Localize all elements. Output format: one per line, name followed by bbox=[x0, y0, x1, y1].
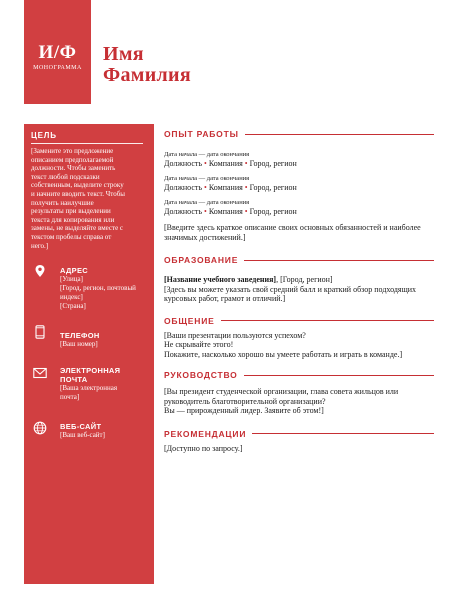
leadership-rule bbox=[244, 375, 434, 376]
email-value-line2: почта] bbox=[60, 393, 80, 401]
full-name bbox=[103, 44, 191, 86]
school-name: [Название учебного заведения] bbox=[164, 275, 277, 284]
separator-dot: • bbox=[244, 183, 248, 192]
address-title: АДРЕС bbox=[60, 266, 88, 275]
leadership-line2: Вы — прирожденный лидер. Заявите об этом!] bbox=[164, 406, 324, 415]
globe-icon bbox=[33, 421, 47, 435]
experience-description: [Введите здесь краткое описание своих основных обязанностей и наиболее значимых достижений.] bbox=[164, 223, 421, 242]
job-entry-3 bbox=[164, 199, 434, 216]
separator-dot: • bbox=[244, 207, 248, 216]
website-value: [Ваш веб-сайт] bbox=[60, 431, 105, 439]
communication-rule bbox=[221, 320, 434, 321]
school-location: , [Город, регион] bbox=[276, 275, 333, 284]
address-country: [Страна] bbox=[60, 302, 86, 310]
education-entry bbox=[164, 275, 434, 285]
experience-heading bbox=[164, 128, 434, 140]
job-dates: Дата начала — дата окончания bbox=[164, 199, 250, 206]
phone-value: [Ваш номер] bbox=[60, 340, 98, 348]
education-heading bbox=[164, 254, 434, 266]
education-heading-text: ОБРАЗОВАНИЕ bbox=[164, 255, 239, 265]
address-city: [Город, регион, почтовый индекс] bbox=[60, 284, 136, 301]
email-title-line2: ПОЧТА bbox=[60, 375, 88, 384]
location-pin-icon bbox=[33, 264, 47, 278]
education-rule bbox=[244, 260, 434, 261]
job-dates: Дата начала — дата окончания bbox=[164, 151, 250, 158]
job-company: Компания bbox=[208, 159, 243, 168]
references-rule bbox=[252, 433, 434, 434]
separator-dot: • bbox=[204, 183, 207, 192]
separator-dot: • bbox=[244, 159, 248, 168]
job-dates: Дата начала — дата окончания bbox=[164, 175, 250, 182]
website-title: ВЕБ-САЙТ bbox=[60, 422, 102, 431]
references-heading-text: РЕКОМЕНДАЦИИ bbox=[164, 428, 247, 439]
leadership-heading bbox=[164, 369, 434, 381]
references-heading bbox=[164, 428, 434, 440]
envelope-icon bbox=[33, 366, 47, 380]
communication-line2: Не скрывайте этого! bbox=[164, 340, 234, 349]
address-street: [Улица] bbox=[60, 275, 83, 283]
email-title-line1: ЭЛЕКТРОННАЯ bbox=[60, 366, 121, 375]
monogram-block bbox=[24, 0, 91, 104]
separator-dot: • bbox=[204, 159, 207, 168]
communication-heading-text: ОБЩЕНИЕ bbox=[164, 315, 215, 326]
main-content bbox=[164, 128, 434, 453]
job-title: Должность bbox=[164, 183, 203, 192]
sidebar bbox=[24, 124, 154, 584]
job-line bbox=[164, 183, 434, 192]
job-company: Компания bbox=[208, 207, 243, 216]
first-name: Имя bbox=[103, 43, 144, 65]
monogram-letters: И/Ф bbox=[38, 42, 77, 63]
references-text: [Доступно по запросу.] bbox=[164, 443, 243, 453]
job-company: Компания bbox=[208, 183, 243, 192]
phone-title: ТЕЛЕФОН bbox=[60, 331, 100, 340]
leadership-heading-text: РУКОВОДСТВО bbox=[164, 370, 238, 380]
separator-dot: • bbox=[204, 207, 207, 216]
job-city: Город, регион bbox=[249, 183, 297, 192]
email-value-line1: [Ваша электронная bbox=[60, 384, 118, 392]
communication-heading bbox=[164, 315, 434, 327]
job-line bbox=[164, 207, 434, 216]
monogram-caption: МОНОГРАММА bbox=[33, 65, 82, 71]
job-city: Город, регион bbox=[249, 159, 297, 168]
leadership-line1: [Вы президент студенческой организации, глава совета жильцов или руководитель благотворительной организации? bbox=[164, 387, 399, 406]
goal-heading: ЦЕЛЬ bbox=[31, 131, 143, 144]
experience-heading-text: ОПЫТ РАБОТЫ bbox=[164, 129, 239, 139]
education-description: [Здесь вы можете указать свой средний балл и краткий обзор подходящих курсовых работ, грамот и отличий.] bbox=[164, 284, 417, 303]
phone-icon bbox=[33, 325, 47, 339]
last-name: Фамилия bbox=[103, 64, 191, 86]
communication-line1: [Ваши презентации пользуются успехом? bbox=[164, 330, 306, 340]
experience-rule bbox=[245, 134, 434, 135]
goal-text: [Замените это предложение описанием предполагаемой должности. Чтобы заменить текст любой подсказки собственным, выделите строку и начните вводить текст. Чтобы получить наилучшие результаты при выделении текста для копирования или замены, не выделяйте вместе с текстом пробелы справа от него.] bbox=[31, 147, 125, 250]
communication-line3: Покажите, насколько хорошо вы умеете работать и играть в команде.] bbox=[164, 349, 403, 359]
job-title: Должность bbox=[164, 159, 203, 168]
job-entry-1 bbox=[164, 151, 434, 168]
job-city: Город, регион bbox=[249, 207, 297, 216]
job-entry-2 bbox=[164, 175, 434, 192]
job-line bbox=[164, 159, 434, 168]
job-title: Должность bbox=[164, 207, 203, 216]
